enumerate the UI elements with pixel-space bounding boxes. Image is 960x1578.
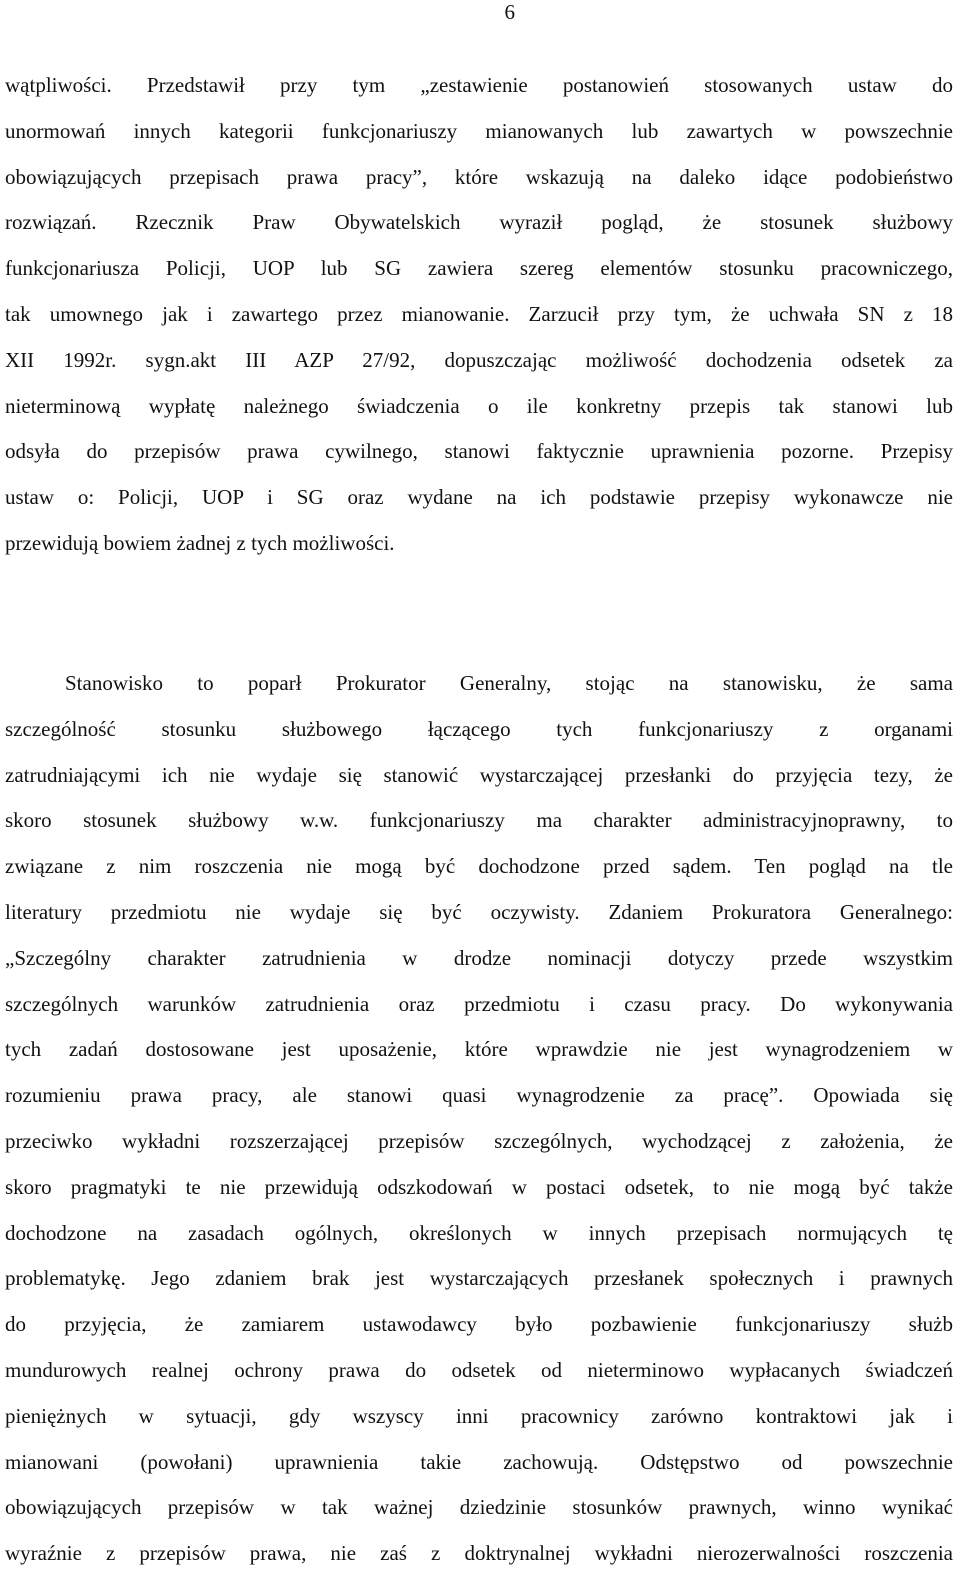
text-line: funkcjonariusza Policji, UOP lub SG zawiera szereg elementów stosunku pracowniczego, bbox=[5, 256, 953, 281]
text-line: mundurowych realnej ochrony prawa do odsetek od nieterminowo wypłacanych świadczeń bbox=[5, 1357, 953, 1382]
text-line: problematykę. Jego zdaniem brak jest wystarczających przesłanek społecznych i prawnych bbox=[5, 1266, 953, 1291]
text-line: tych zadań dostosowane jest uposażenie, które wprawdzie nie jest wynagrodzeniem w bbox=[5, 1037, 953, 1062]
text-line: ustaw o: Policji, UOP i SG oraz wydane na ich podstawie przepisy wykonawcze nie bbox=[5, 485, 953, 510]
paragraph-1 bbox=[5, 63, 953, 567]
text-line: literatury przedmiotu nie wydaje się być oczywisty. Zdaniem Prokuratora Generalnego: bbox=[5, 899, 953, 924]
text-line: tak umownego jak i zawartego przez mianowanie. Zarzucił przy tym, że uchwała SN z 18 bbox=[5, 301, 953, 326]
text-line: odsyła do przepisów prawa cywilnego, stanowi faktycznie uprawnienia pozorne. Przepisy bbox=[5, 439, 953, 464]
text-line: unormowań innych kategorii funkcjonariuszy mianowanych lub zawartych w powszechnie bbox=[5, 118, 953, 143]
text-line: obowiązujących przepisów w tak ważnej dziedzinie stosunków prawnych, winno wynikać bbox=[5, 1495, 953, 1520]
text-line: związane z nim roszczenia nie mogą być dochodzone przed sądem. Ten pogląd na tle bbox=[5, 854, 953, 879]
text-line: rozumieniu prawa pracy, ale stanowi quasi wynagrodzenie za pracę”. Opowiada się bbox=[5, 1083, 953, 1108]
text-line: nieterminową wypłatę należnego świadczenia o ile konkretny przepis tak stanowi lub bbox=[5, 393, 953, 418]
paragraph-2 bbox=[5, 661, 953, 1577]
text-line: mianowani (powołani) uprawnienia takie zachowują. Odstępstwo od powszechnie bbox=[5, 1449, 953, 1474]
text-line: rozwiązań. Rzecznik Praw Obywatelskich wyraził pogląd, że stosunek służbowy bbox=[5, 210, 953, 235]
text-line: dochodzone na zasadach ogólnych, określonych w innych przepisach normujących tę bbox=[5, 1220, 953, 1245]
text-line: obowiązujących przepisach prawa pracy”, które wskazują na daleko idące podobieństwo bbox=[5, 164, 953, 189]
text-line: zatrudniającymi ich nie wydaje się stanowić wystarczającej przesłanki do przyjęcia tezy, że bbox=[5, 762, 953, 787]
page-number: 6 bbox=[504, 0, 515, 24]
text-line: przewidują bowiem żadnej z tych możliwości. bbox=[5, 530, 395, 555]
text-line: skoro stosunek służbowy w.w. funkcjonariuszy ma charakter administracyjnoprawny, to bbox=[5, 808, 953, 833]
text-line: przeciwko wykładni rozszerzającej przepisów szczególnych, wychodzącej z założenia, że bbox=[5, 1128, 953, 1153]
text-line: do przyjęcia, że zamiarem ustawodawcy było pozbawienie funkcjonariuszy służb bbox=[5, 1312, 953, 1337]
text-line: „Szczególny charakter zatrudnienia w drodze nominacji dotyczy przede wszystkim bbox=[5, 945, 953, 970]
text-line: wątpliwości. Przedstawił przy tym „zestawienie postanowień stosowanych ustaw do bbox=[5, 73, 953, 97]
text-line: pieniężnych w sytuacji, gdy wszyscy inni pracownicy zarówno kontraktowi jak i bbox=[5, 1403, 953, 1428]
text-line: XII 1992r. sygn.akt III AZP 27/92, dopuszczając możliwość dochodzenia odsetek za bbox=[5, 347, 953, 372]
text-line: Stanowisko to poparł Prokurator Generalny, stojąc na stanowisku, że sama bbox=[65, 671, 953, 695]
text-line: skoro pragmatyki te nie przewidują odszkodowań w postaci odsetek, to nie mogą być także bbox=[5, 1174, 953, 1199]
text-line: szczególnych warunków zatrudnienia oraz przedmiotu i czasu pracy. Do wykonywania bbox=[5, 991, 953, 1016]
text-line: szczególność stosunku służbowego łączącego tych funkcjonariuszy z organami bbox=[5, 716, 953, 741]
text-line: wyraźnie z przepisów prawa, nie zaś z doktrynalnej wykładni nierozerwalności roszczenia bbox=[5, 1541, 953, 1566]
